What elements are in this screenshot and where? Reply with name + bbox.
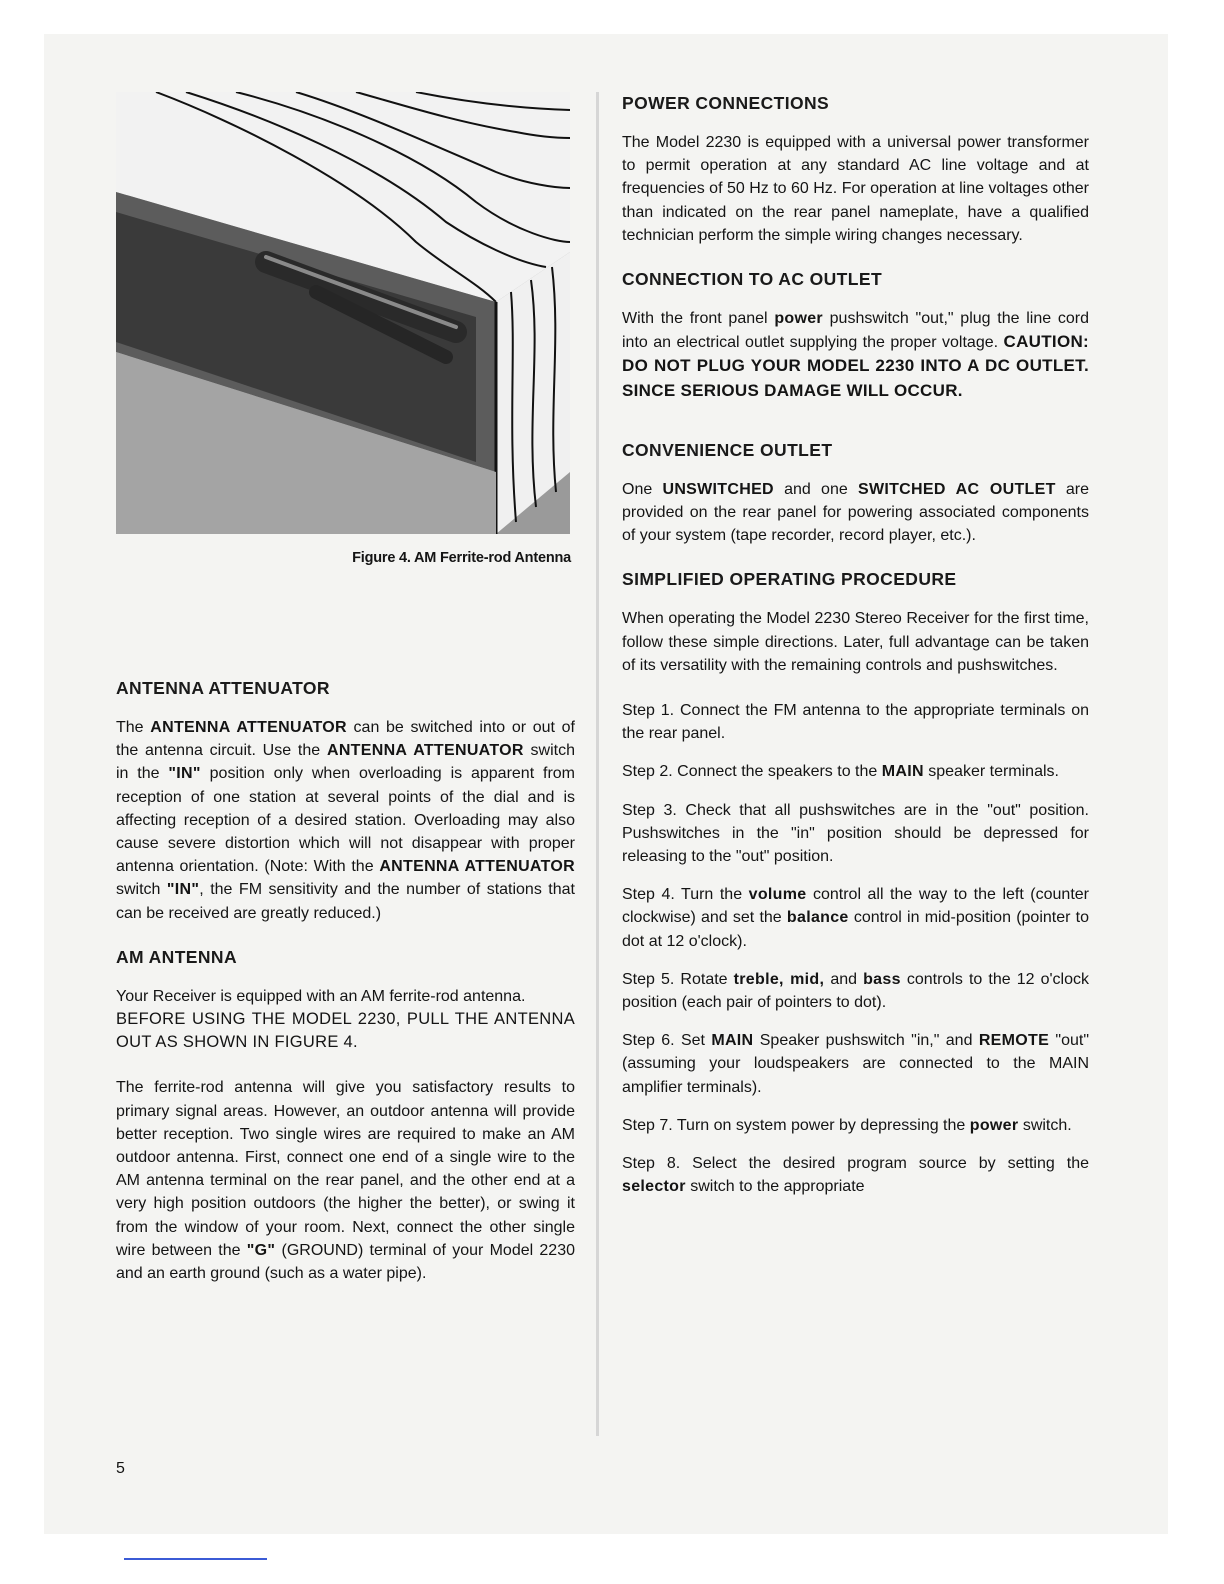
procedure-step-1: Step 1. Connect the FM antenna to the appropriate terminals on the rear panel. bbox=[622, 702, 1089, 743]
am-antenna-paragraph: Your Receiver is equipped with an AM ferrite-rod antenna. bbox=[116, 987, 526, 1005]
procedure-intro: When operating the Model 2230 Stereo Receiver for the first time, follow these simple directions. Later, full advantage can be taken of its versatility with the remaining controls and pushswitches. bbox=[622, 610, 1089, 674]
section-heading-operating-procedure: SIMPLIFIED OPERATING PROCEDURE bbox=[622, 569, 957, 590]
column-divider bbox=[596, 92, 599, 1436]
procedure-step-5: Step 5. Rotate treble, mid, and bass controls to the 12 o'clock position (each pair of pointers to dot). bbox=[622, 970, 1090, 1012]
convenience-outlet-paragraph: One UNSWITCHED and one SWITCHED AC OUTLET are provided on the rear panel for powering associated components of your system (tape recorder, record player, etc.). bbox=[622, 480, 1090, 545]
antenna-illustration bbox=[116, 92, 570, 534]
footer-rule bbox=[124, 1558, 267, 1560]
procedure-step-2: Step 2. Connect the speakers to the MAIN speaker terminals. bbox=[622, 763, 1059, 781]
antenna-attenuator-paragraph: The ANTENNA ATTENUATOR can be switched into or out of the antenna circuit. Use the ANTENNA ATTENUATOR switch in the "IN" position only when overloading is apparent from reception of one station at several points of the dial and is affecting reception of a desired station. Overloading may also cause severe distortion which will not disappear with proper antenna orientation. (Note: With the ANTENNA ATTENUATOR switch "IN", the FM sensitivity and the number of stations that can be received are greatly reduced.) bbox=[116, 719, 576, 922]
section-heading-power-connections: POWER CONNECTIONS bbox=[622, 93, 830, 113]
procedure-step-3: Step 3. Check that all pushswitches are in the "out" position. Pushswitches in the "in" position should be depressed for releasing to the "out" position. bbox=[622, 801, 1089, 866]
left-column bbox=[116, 675, 575, 1285]
procedure-step-4: Step 4. Turn the volume control all the way to the left (counter clockwise) and set the balance control in mid-position (pointer to dot at 12 o'clock). bbox=[622, 886, 1090, 950]
figure-am-ferrite-rod-antenna bbox=[116, 92, 570, 534]
ac-outlet-paragraph: With the front panel power pushswitch "out," plug the line cord into an electrical outlet supplying the proper voltage. CAUTION: DO NOT PLUG YOUR MODEL 2230 INTO A DC OUTLET. SINCE SERIOUS DAMAGE WILL OCCUR. bbox=[622, 310, 1090, 400]
am-antenna-instruction: BEFORE USING THE MODEL 2230, PULL THE ANTENNA OUT AS SHOWN IN FIGURE 4. bbox=[116, 1010, 575, 1052]
section-heading-convenience-outlet: CONVENIENCE OUTLET bbox=[622, 439, 833, 460]
section-heading-am-antenna: AM ANTENNA bbox=[116, 946, 237, 967]
procedure-step-6: Step 6. Set MAIN Speaker pushswitch "in," and REMOTE "out" (assuming your loudspeakers are connected to the MAIN amplifier terminals). bbox=[622, 1032, 1090, 1096]
page-number: 5 bbox=[116, 1460, 125, 1477]
right-column bbox=[622, 90, 1089, 1199]
section-heading-antenna-attenuator: ANTENNA ATTENUATOR bbox=[116, 678, 330, 698]
procedure-step-8: Step 8. Select the desired program source by setting the selector switch to the appropriate bbox=[622, 1155, 1089, 1196]
power-connections-paragraph: The Model 2230 is equipped with a universal power transformer to permit operation at any standard AC line voltage and at frequencies of 50 Hz to 60 Hz. For operation at line voltages other than indicated on the rear panel nameplate, have a qualified technician perform the simple wiring changes necessary. bbox=[622, 134, 1089, 244]
figure-caption: Figure 4. AM Ferrite-rod Antenna bbox=[352, 550, 571, 566]
procedure-step-7: Step 7. Turn on system power by depressing the power switch. bbox=[622, 1116, 1072, 1134]
section-heading-ac-outlet: CONNECTION TO AC OUTLET bbox=[622, 269, 883, 290]
outdoor-antenna-paragraph: The ferrite-rod antenna will give you satisfactory results to primary signal areas. However, an outdoor antenna will provide better reception. Two single wires are required to make an AM outdoor antenna. First, connect one end of a single wire to the AM antenna terminal on the rear panel, and the other end at a very high position outdoors (the higher the better), or swing it from the window of your room. Next, connect the other single wire between the "G" (GROUND) terminal of your Model 2230 and an earth ground (such as a water pipe). bbox=[116, 1079, 575, 1283]
